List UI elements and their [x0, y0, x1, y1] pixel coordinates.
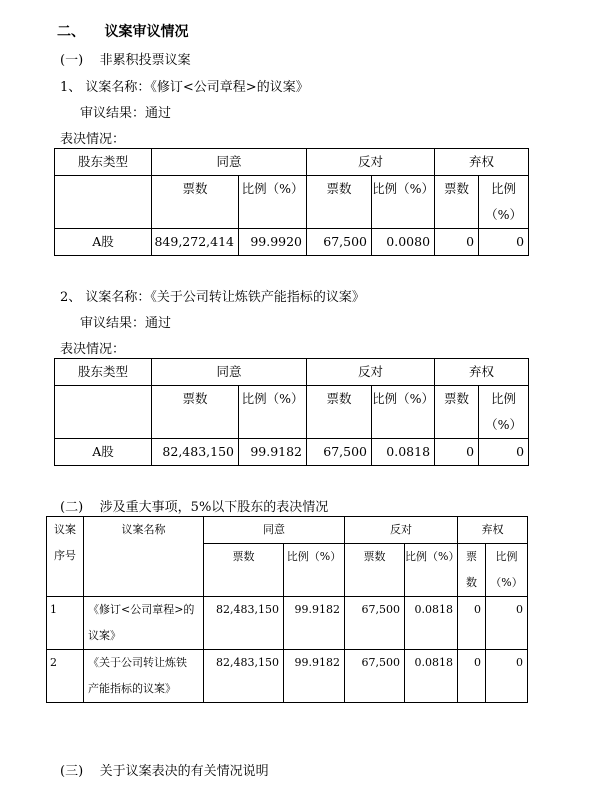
motion-name-line: 议案》	[88, 629, 121, 642]
cell-agree-ratio: 99.9182	[284, 597, 345, 650]
header-votes: 票数	[152, 386, 239, 439]
subsection-title: (三) 关于议案表决的有关情况说明	[60, 764, 269, 779]
table-row	[47, 597, 528, 650]
cell-agree-ratio: 99.9182	[239, 439, 307, 466]
header-empty-cell	[55, 386, 152, 439]
cell-share-type: A股	[55, 229, 152, 256]
header-empty-cell	[55, 176, 152, 229]
header-votes: 票数	[204, 544, 284, 597]
ratio-unit: （%）	[490, 576, 523, 589]
cell-abstain-votes: 0	[458, 597, 486, 650]
vote-label: 表决情况：	[60, 342, 126, 357]
vote-table	[54, 358, 529, 466]
table-row	[47, 650, 528, 703]
cell-motion-no: 2	[47, 650, 84, 703]
ratio-unit: （%）	[485, 207, 522, 222]
subsection-title: (二) 涉及重大事项，5%以下股东的表决情况	[60, 500, 329, 515]
review-result: 审议结果：通过	[80, 316, 172, 331]
motion-title: 1、 议案名称：《修订<公司章程>的议案》	[60, 80, 309, 95]
header-abstain: 弃权	[435, 359, 529, 386]
header-ratio	[479, 386, 529, 439]
header-agree: 同意	[204, 517, 345, 544]
cell-abstain-ratio: 0	[479, 229, 529, 256]
cell-agree-votes: 82,483,150	[204, 650, 284, 703]
header-ratio: 比例（%）	[372, 386, 435, 439]
cell-against-votes: 67,500	[307, 229, 372, 256]
cell-motion-name	[84, 650, 204, 703]
cell-abstain-votes: 0	[435, 439, 479, 466]
header-abstain: 弃权	[458, 517, 528, 544]
cell-agree-ratio: 99.9920	[239, 229, 307, 256]
header-shareholder-type: 股东类型	[55, 359, 152, 386]
section-title: 二、 议案审议情况	[57, 24, 189, 40]
header-ratio: 比例（%）	[405, 544, 458, 597]
header-against: 反对	[345, 517, 458, 544]
cell-against-votes: 67,500	[307, 439, 372, 466]
cell-abstain-ratio: 0	[486, 650, 528, 703]
header-motion-name: 议案名称	[84, 517, 204, 597]
ratio-label: 比例	[491, 391, 517, 406]
vote-table	[54, 148, 529, 256]
cell-against-ratio: 0.0818	[405, 650, 458, 703]
ratio-label: 比例	[491, 181, 517, 196]
motion-name-line: 《关于公司转让炼铁	[88, 656, 187, 669]
header-motion-no	[47, 517, 84, 597]
cell-abstain-votes: 0	[435, 229, 479, 256]
cell-against-ratio: 0.0818	[372, 439, 435, 466]
review-result: 审议结果：通过	[80, 106, 172, 121]
cell-agree-votes: 849,272,414	[152, 229, 239, 256]
minority-vote-table	[46, 516, 528, 703]
header-abstain: 弃权	[435, 149, 529, 176]
header-votes: 票数	[307, 176, 372, 229]
header-ratio: 比例（%）	[372, 176, 435, 229]
cell-against-ratio: 0.0080	[372, 229, 435, 256]
header-against: 反对	[307, 149, 435, 176]
header-votes: 票数	[345, 544, 405, 597]
cell-abstain-ratio: 0	[479, 439, 529, 466]
cell-abstain-ratio: 0	[486, 597, 528, 650]
cell-share-type: A股	[55, 439, 152, 466]
header-against: 反对	[307, 359, 435, 386]
header-votes: 票数	[307, 386, 372, 439]
motion-title: 2、 议案名称：《关于公司转让炼铁产能指标的议案》	[60, 290, 365, 305]
header-ratio: 比例（%）	[284, 544, 345, 597]
cell-abstain-votes: 0	[458, 650, 486, 703]
header-ratio	[479, 176, 529, 229]
cell-against-votes: 67,500	[345, 597, 405, 650]
header-ratio: 比例（%）	[239, 386, 307, 439]
votes-label: 数	[466, 576, 477, 589]
header-shareholder-type: 股东类型	[55, 149, 152, 176]
header-votes: 票数	[435, 386, 479, 439]
cell-against-ratio: 0.0818	[405, 597, 458, 650]
header-votes: 票数	[152, 176, 239, 229]
header-agree: 同意	[152, 149, 307, 176]
header-votes	[458, 544, 486, 597]
cell-agree-votes: 82,483,150	[204, 597, 284, 650]
header-ratio: 比例（%）	[239, 176, 307, 229]
cell-motion-name	[84, 597, 204, 650]
cell-agree-votes: 82,483,150	[152, 439, 239, 466]
motion-no-label: 议案	[54, 523, 76, 536]
vote-label: 表决情况：	[60, 132, 126, 147]
motion-no-label: 序号	[54, 549, 76, 562]
header-agree: 同意	[152, 359, 307, 386]
motion-name-line: 产能指标的议案》	[88, 682, 176, 695]
motion-name-line: 《修订<公司章程>的	[88, 603, 195, 616]
header-votes: 票数	[435, 176, 479, 229]
cell-against-votes: 67,500	[345, 650, 405, 703]
subsection-title: (一) 非累积投票议案	[60, 53, 191, 68]
votes-label: 票	[466, 550, 477, 563]
cell-motion-no: 1	[47, 597, 84, 650]
cell-agree-ratio: 99.9182	[284, 650, 345, 703]
ratio-label: 比例	[495, 550, 518, 563]
ratio-unit: （%）	[485, 417, 522, 432]
header-ratio	[486, 544, 528, 597]
